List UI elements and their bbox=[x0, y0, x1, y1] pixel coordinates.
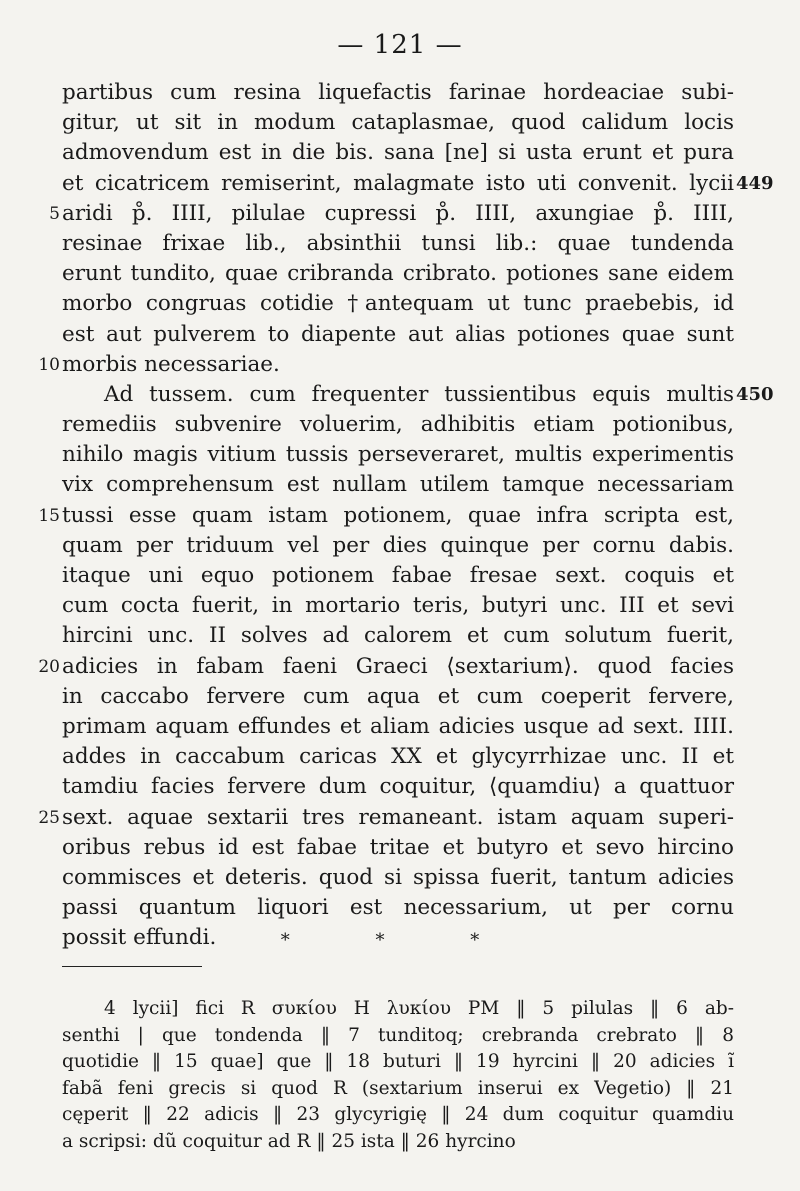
apparatus-text: quotidie ‖ 15 quae] que ‖ 18 buturi ‖ 19 hyrcini ‖ 20 adicies ĩ bbox=[62, 1051, 734, 1073]
text-line bbox=[0, 742, 800, 772]
apparatus-line bbox=[0, 1076, 800, 1103]
text-line bbox=[0, 320, 800, 350]
margin-chapter-number: 449 bbox=[736, 172, 774, 194]
text-line bbox=[0, 350, 800, 380]
line-text: morbis necessariae. bbox=[62, 351, 280, 377]
apparatus-line bbox=[0, 1102, 800, 1129]
text-line bbox=[0, 772, 800, 802]
line-text: tamdiu facies fervere dum coquitur, ⟨quamdiu⟩ a quattuor bbox=[62, 774, 734, 800]
text-line bbox=[0, 893, 800, 923]
apparatus-text: cęperit ‖ 22 adicis ‖ 23 glycyrigię ‖ 24 dum coquitur quamdiu bbox=[62, 1104, 734, 1126]
apparatus-text: a scripsi: dũ coquitur ad R ‖ 25 ista ‖ 26 hyrcino bbox=[62, 1130, 516, 1152]
line-text: partibus cum resina liquefactis farinae hordeaciae subi- bbox=[62, 80, 734, 105]
line-text: commisces et deteris. quod si spissa fuerit, tantum adicies bbox=[62, 864, 734, 890]
line-number: 15 bbox=[38, 505, 60, 526]
section-separator: * * * bbox=[280, 930, 520, 951]
line-number: 10 bbox=[38, 354, 60, 375]
text-line bbox=[0, 531, 800, 561]
line-number: 25 bbox=[38, 807, 60, 828]
line-text: sext. aquae sextarii tres remaneant. istam aquam superi- bbox=[62, 804, 734, 830]
line-text: primam aquam effundes et aliam adicies usque ad sext. IIII. bbox=[62, 713, 734, 739]
text-line bbox=[0, 410, 800, 440]
line-text: addes in caccabum caricas XX et glycyrrhizae unc. II et bbox=[62, 744, 734, 770]
text-line bbox=[0, 138, 800, 168]
apparatus-line bbox=[0, 1023, 800, 1050]
text-line bbox=[0, 561, 800, 591]
text-line bbox=[0, 470, 800, 500]
line-text: morbo congruas cotidie †antequam ut tunc praebebis, id bbox=[62, 291, 734, 317]
text-line bbox=[0, 501, 800, 531]
apparatus-line bbox=[0, 996, 800, 1023]
text-line bbox=[0, 652, 800, 682]
line-number: 5 bbox=[49, 203, 60, 224]
text-line bbox=[0, 621, 800, 651]
line-text: resinae frixae lib., absinthii tunsi lib.: quae tundenda bbox=[62, 230, 734, 256]
line-text: passi quantum liquori est necessarium, ut per cornu bbox=[62, 895, 734, 921]
text-line bbox=[0, 863, 800, 893]
text-line bbox=[0, 712, 800, 742]
text-line bbox=[0, 199, 800, 229]
footnote-rule bbox=[62, 966, 202, 967]
line-text: aridi p̊. IIII, pilulae cupressi p̊. IIII, axungiae p̊. IIII, bbox=[62, 200, 734, 226]
text-line bbox=[0, 440, 800, 470]
line-text: remediis subvenire voluerim, adhibitis etiam potionibus, bbox=[62, 412, 734, 438]
line-text: hircini unc. II solves ad calorem et cum solutum fuerit, bbox=[62, 623, 734, 649]
line-text: Ad tussem. cum frequenter tussientibus equis multis bbox=[104, 381, 734, 407]
line-text: possit effundi. bbox=[62, 925, 217, 951]
line-text: oribus rebus id est fabae tritae et butyro et sevo hircino bbox=[62, 834, 734, 860]
text-line bbox=[0, 591, 800, 621]
text-line bbox=[0, 682, 800, 712]
text-line bbox=[0, 259, 800, 289]
apparatus-text: fabã feni grecis si quod R (sextarium inserui ex Vegetio) ‖ 21 bbox=[62, 1077, 734, 1099]
line-text: est aut pulverem to diapente aut alias potiones quae sunt bbox=[62, 321, 734, 347]
text-line bbox=[0, 108, 800, 138]
text-line bbox=[0, 169, 800, 199]
line-text: tussi esse quam istam potionem, quae infra scripta est, bbox=[62, 502, 734, 528]
line-number: 20 bbox=[38, 656, 60, 677]
main-text bbox=[0, 78, 800, 953]
text-line bbox=[0, 229, 800, 259]
text-line bbox=[0, 833, 800, 863]
apparatus-text: senthi | que tondenda ‖ 7 tunditoq; crebranda crebrato ‖ 8 bbox=[62, 1024, 734, 1046]
line-text: cum cocta fuerit, in mortario teris, butyri unc. III et sevi bbox=[62, 593, 734, 619]
line-text: in caccabo fervere cum aqua et cum coeperit fervere, bbox=[62, 683, 734, 709]
apparatus-text: 4 lycii] fici R συκίου H λυκίου PM ‖ 5 pilulas ‖ 6 ab- bbox=[104, 998, 734, 1019]
text-line bbox=[0, 803, 800, 833]
line-text: et cicatricem remiserint, malagmate isto uti convenit. lycii bbox=[62, 170, 734, 196]
text-line bbox=[0, 380, 800, 410]
critical-apparatus bbox=[0, 996, 800, 1156]
apparatus-line bbox=[0, 1049, 800, 1076]
text-line bbox=[0, 78, 800, 108]
line-text: adicies in fabam faeni Graeci ⟨sextarium⟩. quod facies bbox=[62, 653, 734, 679]
line-text: erunt tundito, quae cribranda cribrato. potiones sane eidem bbox=[62, 261, 734, 287]
line-text: gitur, ut sit in modum cataplasmae, quod calidum locis bbox=[62, 110, 734, 136]
line-text: admovendum est in die bis. sana [ne] si usta erunt et pura bbox=[62, 140, 734, 166]
line-text: nihilo magis vitium tussis perseveraret, multis experimentis bbox=[62, 442, 734, 468]
margin-chapter-number: 450 bbox=[736, 383, 774, 405]
line-text: vix comprehensum est nullam utilem tamque necessariam bbox=[62, 472, 734, 498]
text-line bbox=[0, 289, 800, 319]
page-number: — 121 — bbox=[337, 30, 463, 60]
apparatus-line bbox=[0, 1129, 800, 1156]
line-text: itaque uni equo potionem fabae fresae sext. coquis et bbox=[62, 563, 734, 588]
line-text: quam per triduum vel per dies quinque per cornu dabis. bbox=[62, 532, 734, 558]
